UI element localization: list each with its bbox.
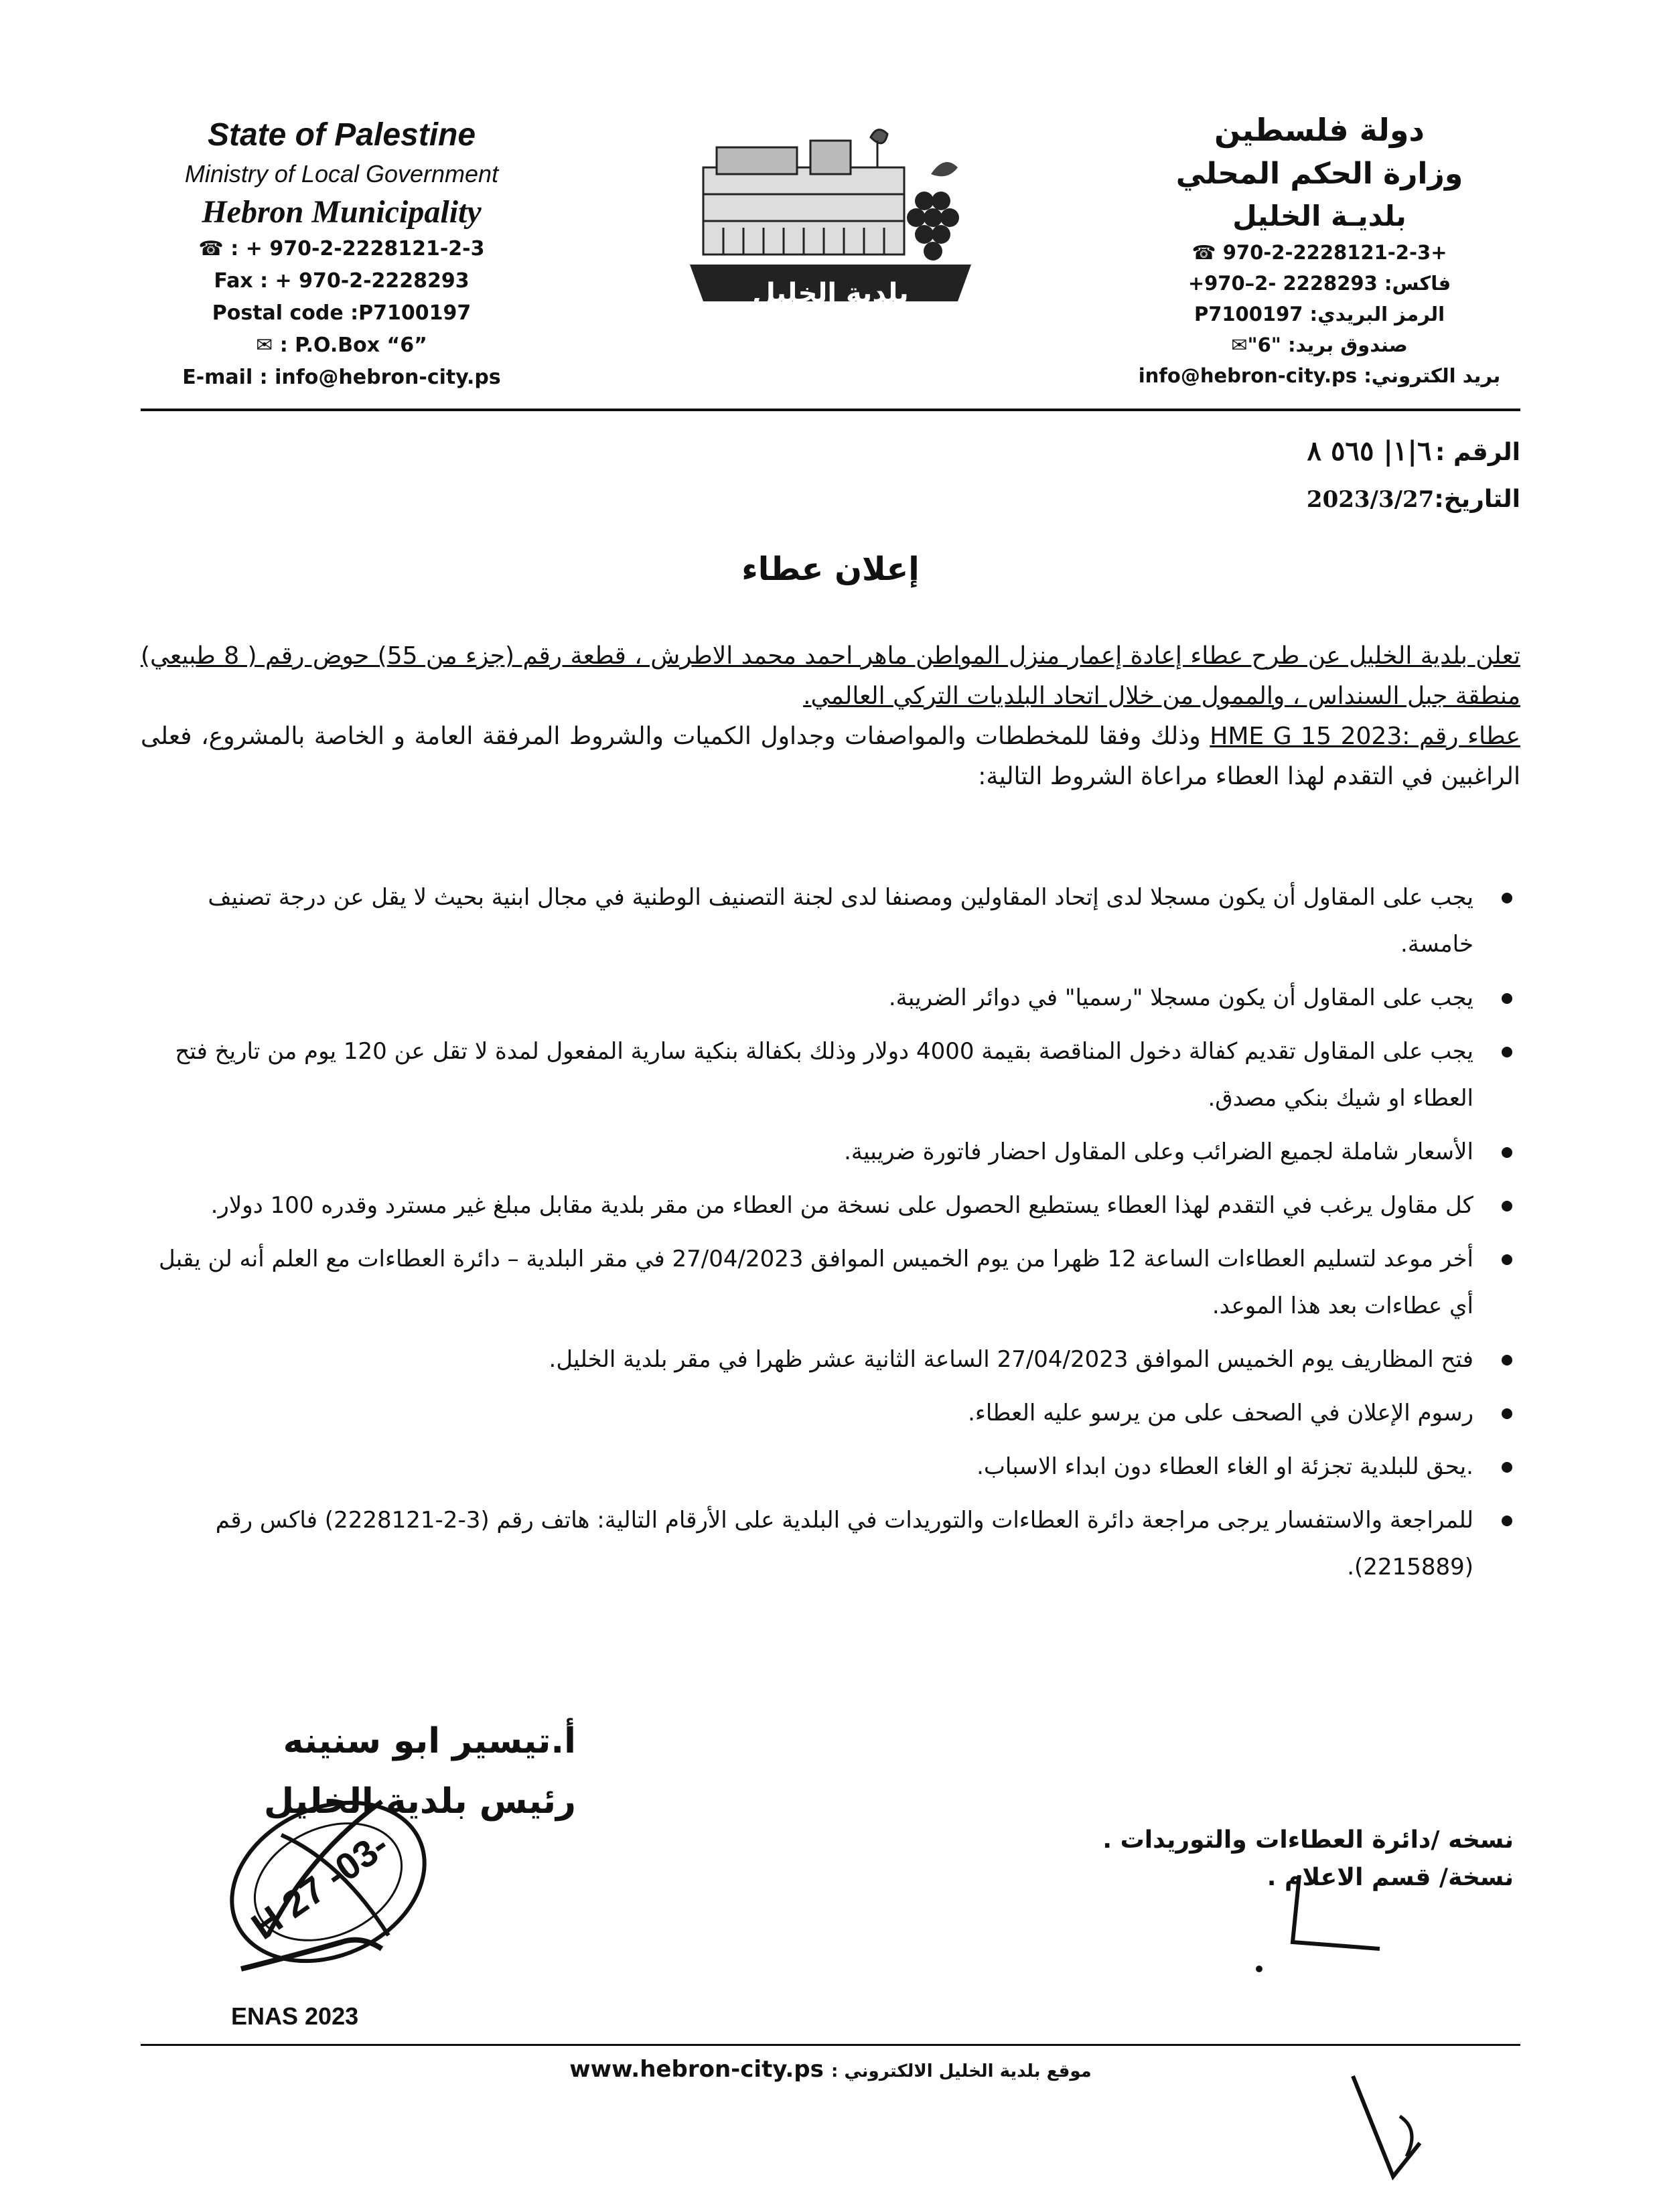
condition-item: رسوم الإعلان في الصحف على من يرسو عليه العطاء. xyxy=(141,1390,1473,1436)
copy-line: نسخة/ قسم الاعلام . xyxy=(1267,1864,1514,1891)
copy-line: نسخه /دائرة العطاءات والتوريدات . xyxy=(1102,1826,1514,1854)
english-letterhead xyxy=(121,114,563,394)
intro-line-2: وذلك وفقا للمخططات والمواصفات وجداول الكميات والشروط المرفقة العامة و الخاصة بالمشروع، فعلى الراغبين في التقدم لهذا العطاء مراعاة الشروط التالية: xyxy=(141,723,1520,790)
reference-number-value: ٦|١| ٥٦٥ ٨ xyxy=(1307,435,1432,467)
condition-item: فتح المظاريف يوم الخميس الموافق 27/04/2023 الساعة الثانية عشر ظهرا في مقر بلدية الخليل. xyxy=(141,1336,1473,1383)
intro-paragraph xyxy=(141,636,1520,797)
email-en: E-mail : info@hebron-city.ps xyxy=(182,366,501,389)
footer-divider xyxy=(141,2044,1520,2046)
fax-ar: فاكس: 2228293 -2–970+ xyxy=(1187,272,1451,295)
postal-code-en: Postal code :P7100197 xyxy=(212,301,472,325)
typist-initials: ENAS 2023 xyxy=(231,2002,359,2030)
condition-item: أخر موعد لتسليم العطاءات الساعة 12 ظهرا من يوم الخميس الموافق 27/04/2023 في مقر البلدية – دائرة العطاءات مع العلم أنه لن يقبل أي عطاءات بعد هذا الموعد. xyxy=(141,1236,1473,1329)
arabic-letterhead xyxy=(1105,107,1534,391)
header-divider xyxy=(141,409,1520,411)
municipality-name-en: Hebron Municipality xyxy=(202,194,482,230)
reference-number-label: الرقم : xyxy=(1435,439,1520,466)
po-box-en: ✉ : P.O.Box “6” xyxy=(256,334,427,357)
po-box-ar: صندوق بريد: "6"✉ xyxy=(1231,334,1408,356)
footer-label: موقع بلدية الخليل الالكتروني : xyxy=(831,2061,1092,2081)
tender-number: عطاء رقم :HME G 15 2023 xyxy=(1210,723,1520,750)
condition-item: الأسعار شاملة لجميع الضرائب وعلى المقاول احضار فاتورة ضريبية. xyxy=(141,1128,1473,1175)
footer xyxy=(0,2056,1661,2083)
handwritten-checkmark xyxy=(1219,1862,1473,2197)
footer-website-link[interactable]: www.hebron-city.ps xyxy=(569,2056,824,2083)
state-name-ar: دولة فلسطين xyxy=(1214,112,1425,148)
email-ar: بريد الكتروني: info@hebron-city.ps xyxy=(1138,364,1501,387)
reference-date-value: 2023/3/27 xyxy=(1306,486,1435,513)
reference-date xyxy=(1052,486,1520,513)
phone-en: ☎ : + 970-2-2228121-2-3 xyxy=(198,237,485,261)
postal-code-ar: الرمز البريدي: P7100197 xyxy=(1194,303,1445,325)
signatory-name: أ.تيسير ابو سنينه xyxy=(283,1721,576,1761)
municipality-name-ar: بلديـة الخليل xyxy=(1232,200,1406,232)
fax-en: Fax : + 970-2-2228293 xyxy=(214,269,470,293)
ministry-name-en: Ministry of Local Government xyxy=(184,160,499,188)
phone-ar: +970-2-2228121-2-3 ☎ xyxy=(1191,241,1447,264)
condition-item: يجب على المقاول أن يكون مسجلا لدى إتحاد المقاولين ومصنفا لدى لجنة التصنيف الوطنية في مجال ابنية بحيث لا يقل عن درجة تصنيف خامسة. xyxy=(141,874,1473,968)
condition-item: .يحق للبلدية تجزئة او الغاء العطاء دون ابداء الاسباب. xyxy=(141,1443,1473,1490)
condition-item: كل مقاول يرغب في التقدم لهذا العطاء يستطيع الحصول على نسخة من العطاء من مقر بلدية مقابل مبلغ غير مسترد وقدره 100 دولار. xyxy=(141,1182,1473,1229)
reference-date-label: التاريخ: xyxy=(1434,486,1520,513)
reference-number xyxy=(1052,435,1520,467)
date-stamp xyxy=(201,1768,482,1982)
conditions-list xyxy=(141,874,1520,1597)
signatory-position: رئيس بلدية الخليل xyxy=(264,1781,576,1822)
ministry-name-ar: وزارة الحكم المحلي xyxy=(1175,157,1463,191)
document-title: إعلان عطاء xyxy=(741,550,920,588)
state-name-en: State of Palestine xyxy=(207,117,476,153)
condition-item: يجب على المقاول أن يكون مسجلا "رسميا" في دوائر الضريبة. xyxy=(141,974,1473,1021)
intro-line-1: تعلن بلدية الخليل عن طرح عطاء إعادة إعمار منزل المواطن ماهر احمد محمد الاطرش ، قطعة رقم (جزء من 55) حوض رقم ( 8 طبيعي) منطقة جبل السنداس ، والممول من خلال اتحاد البلديات التركي العالمي. xyxy=(141,642,1520,710)
condition-item: للمراجعة والاستفسار يرجى مراجعة دائرة العطاءات والتوريدات في البلدية على الأرقام التالية: هاتف رقم (3-2-2228121) فاكس رقم (2215889). xyxy=(141,1497,1473,1591)
logo-banner-text: بلدية الخليل xyxy=(752,278,909,309)
condition-item: يجب على المقاول تقديم كفالة دخول المناقصة بقيمة 4000 دولار وذلك بكفالة بنكية سارية المفعول لمدة لا تقل عن 120 يوم من تاريخ فتح العطاء او شيك بنكي مصدق. xyxy=(141,1028,1473,1122)
stamp-date-text: H 27 -03- xyxy=(243,1823,396,1948)
